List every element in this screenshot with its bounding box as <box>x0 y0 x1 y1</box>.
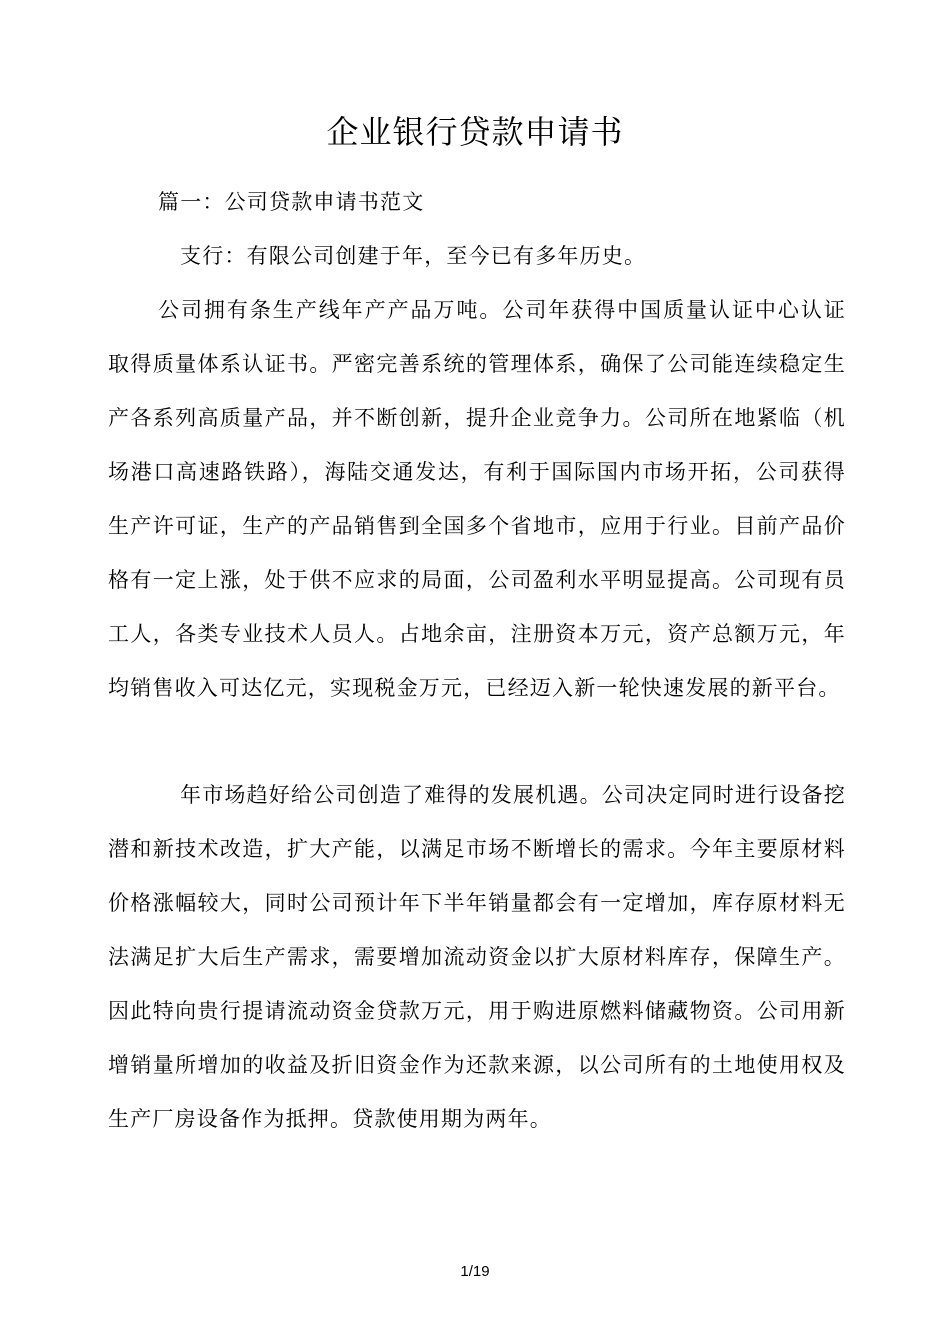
paragraph-loan-request: 年市场趋好给公司创造了难得的发展机遇。公司决定同时进行设备挖潜和新技术改造，扩大产能，以满足市场不断增长的需求。今年主要原材料价格涨幅较大，同时公司预计年下半年销量都会有一定增加，库存原材料无法满足扩大后生产需求，需要增加流动资金以扩大原材料库存，保障生产。因此特向贵行提请流动资金贷款万元，用于购进原燃料储藏物资。公司用新增销量所增加的收益及折旧资金作为还款来源，以公司所有的土地使用权及生产厂房设备作为抵押。贷款使用期为两年。 <box>108 783 846 1131</box>
document-title: 企业银行贷款申请书 <box>326 113 624 151</box>
section-heading: 篇一：公司贷款申请书范文 <box>158 190 425 214</box>
paragraph-company-profile: 公司拥有条生产线年产产品万吨。公司年获得中国质量认证中心认证取得质量体系认证书。严密完善系统的管理体系，确保了公司能连续稳定生产各系列高质量产品，并不断创新，提升企业竞争力。公司所在地紧临（机场港口高速路铁路），海陆交通发达，有利于国际国内市场开拓，公司获得生产许可证，生产的产品销售到全国多个省地市，应用于行业。目前产品价格有一定上涨，处于供不应求的局面，公司盈利水平明显提高。公司现有员工人，各类专业技术人员人。占地余亩，注册资本万元，资产总额万元，年均销售收入可达亿元，实现税金万元，已经迈入新一轮快速发展的新平台。 <box>108 298 846 700</box>
paragraph-greeting: 支行：有限公司创建于年，至今已有多年历史。 <box>180 244 647 268</box>
page-number: 1/19 <box>460 1263 490 1280</box>
